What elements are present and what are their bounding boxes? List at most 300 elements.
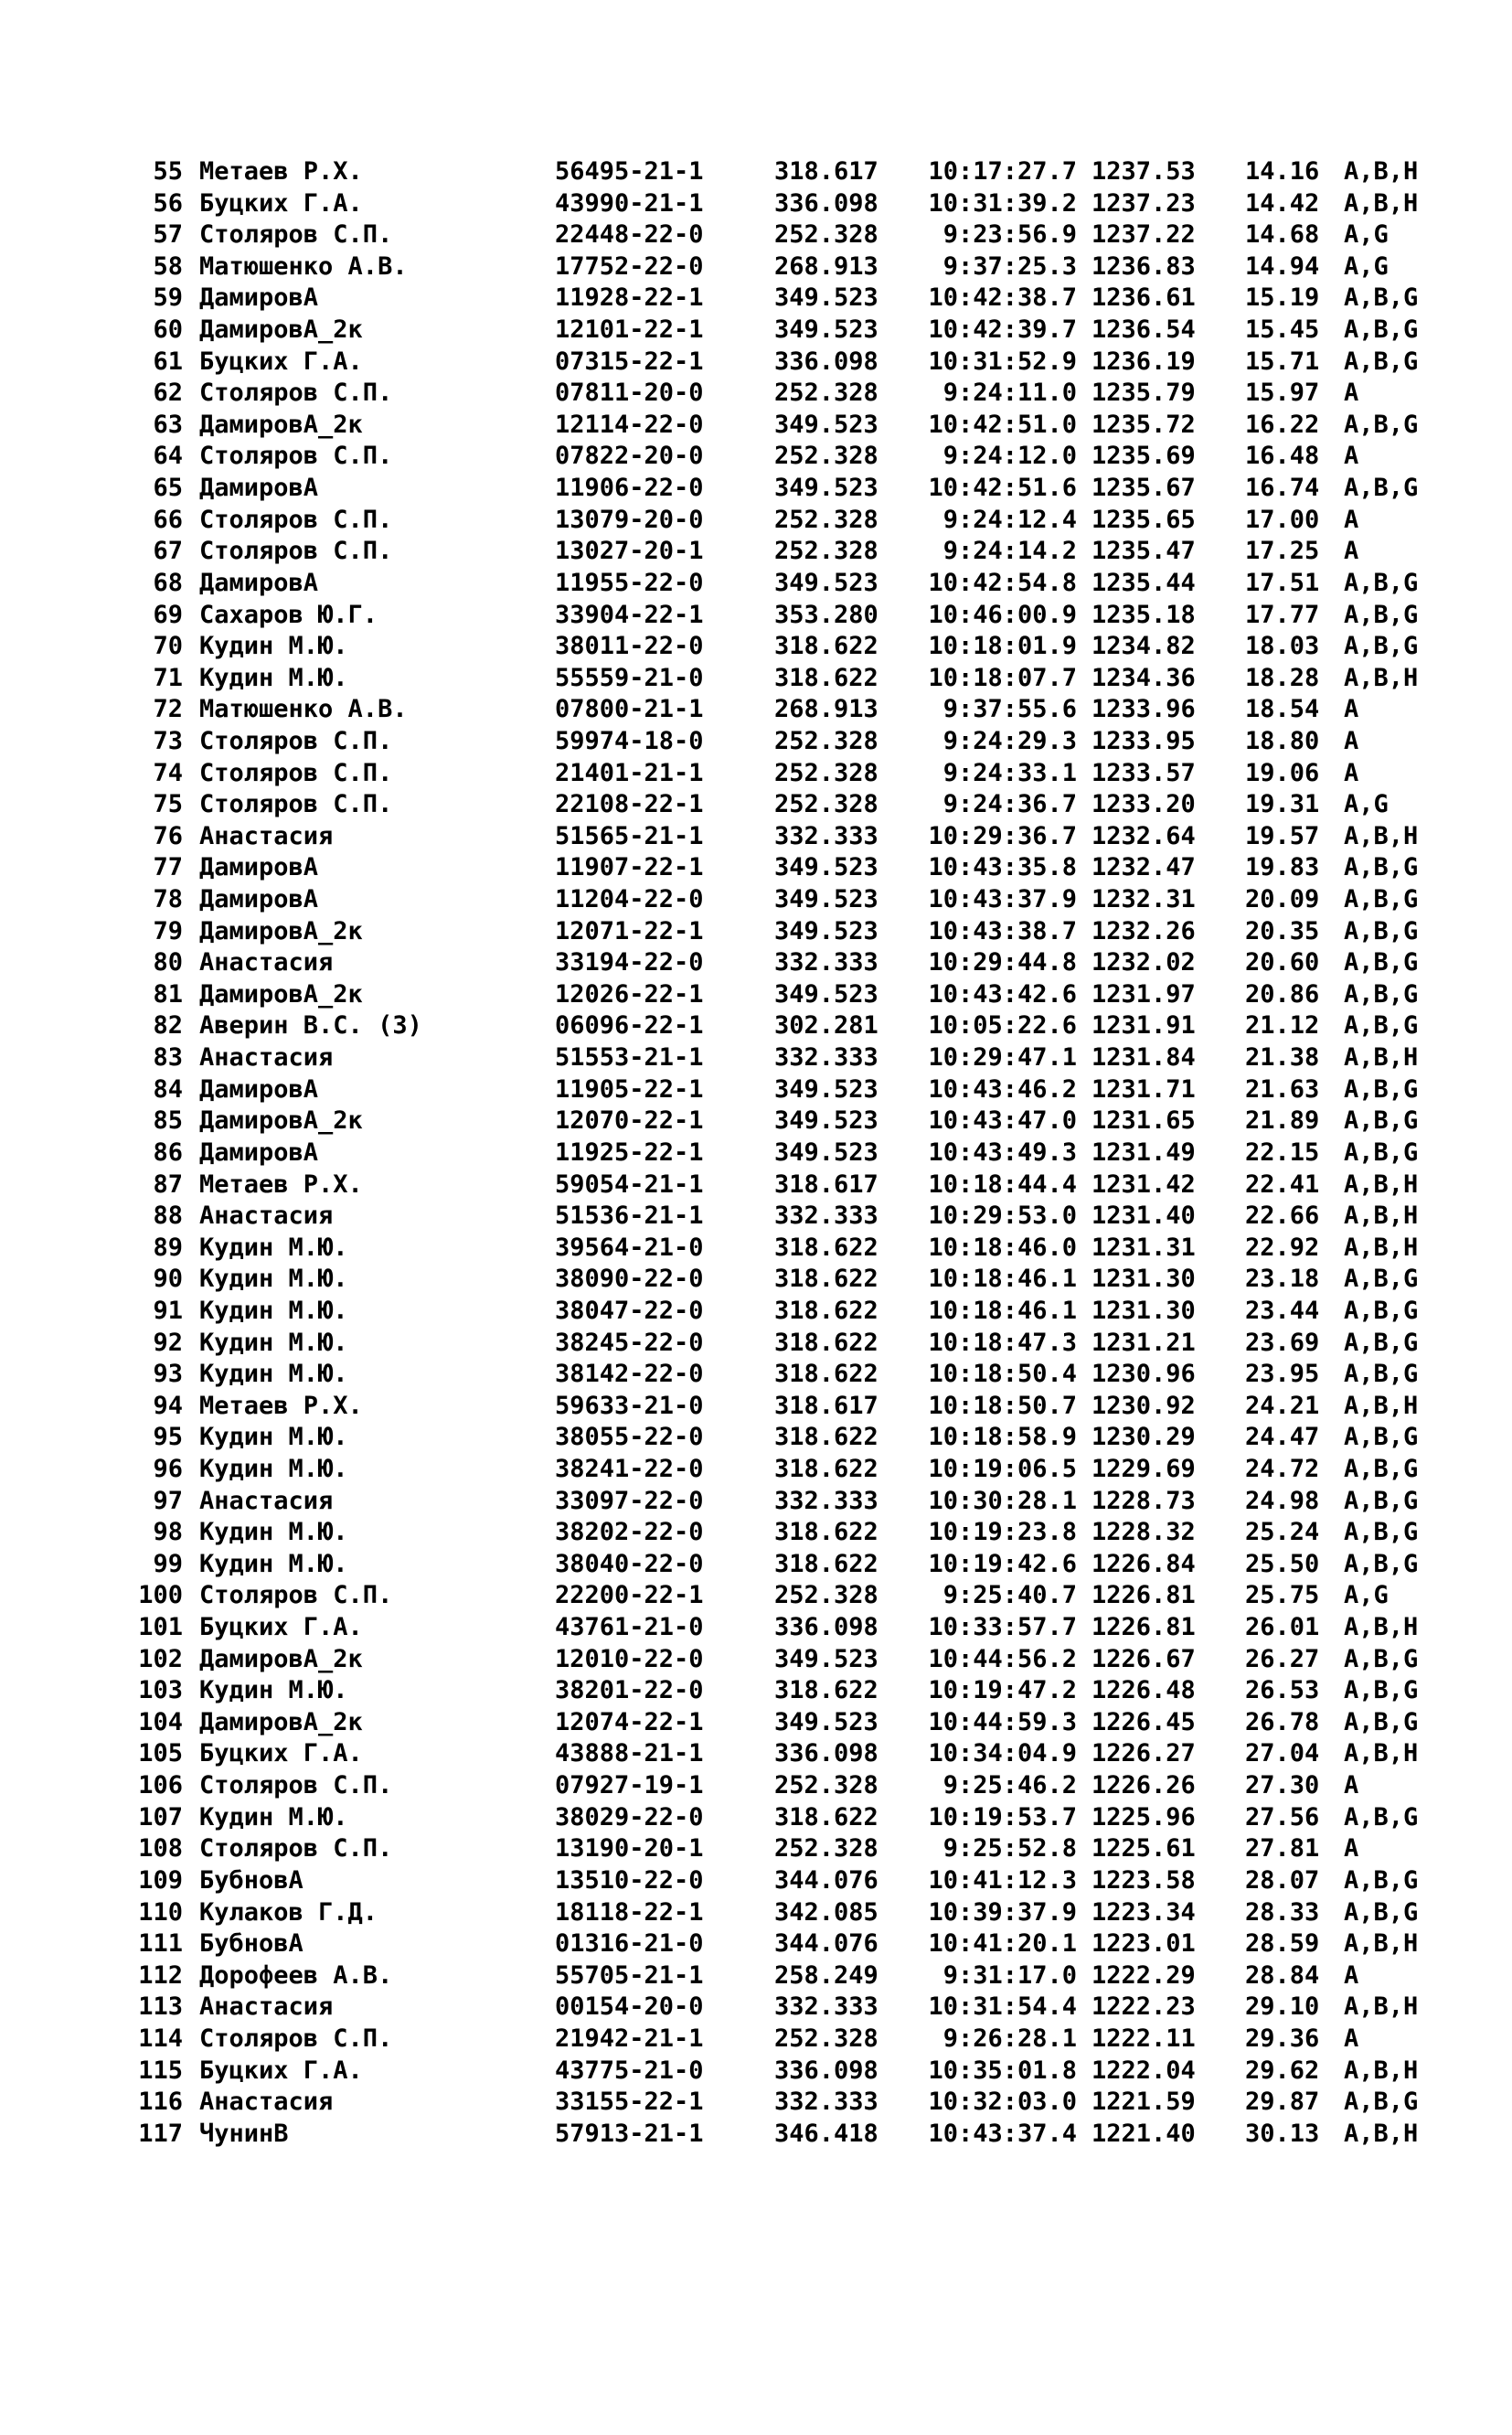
lag-value: 26.78 [1245,1707,1320,1736]
ring-number: 38201-22-0 [555,1676,704,1705]
result-row [0,1233,1512,1265]
arrival-time: 10:42:54.8 [928,568,1077,597]
result-row [0,441,1512,473]
participant-name: Сахаров Ю.Г. [199,600,378,629]
ring-number: 12071-22-1 [555,916,704,945]
distance-value: 252.328 [774,537,878,566]
participant-name: Кудин М.Ю. [199,1328,348,1357]
speed-value: 1233.96 [1091,695,1196,724]
distance-value: 318.622 [774,1423,878,1452]
category-flags: A [1344,1771,1359,1800]
ring-number: 43761-21-0 [555,1613,704,1642]
result-row [0,2056,1512,2088]
result-row [0,2024,1512,2056]
category-flags: A,B,G [1344,1454,1419,1483]
lag-value: 25.50 [1245,1549,1320,1578]
speed-value: 1222.23 [1091,1992,1196,2022]
lag-value: 24.98 [1245,1486,1320,1515]
category-flags: A,G [1344,790,1389,819]
result-row [0,1517,1512,1549]
category-flags: A,B,H [1344,1233,1419,1262]
distance-value: 252.328 [774,2024,878,2053]
speed-value: 1222.29 [1091,1960,1196,1990]
ring-number: 13079-20-0 [555,505,704,534]
category-flags: A,B,G [1344,979,1419,1009]
category-flags: A,B,G [1344,1423,1419,1452]
arrival-time: 10:41:20.1 [928,1929,1077,1959]
distance-value: 302.281 [774,1011,878,1041]
result-row [0,758,1512,790]
participant-name: Кудин М.Ю. [199,1454,348,1483]
distance-value: 349.523 [774,1137,878,1167]
place-number: 60 [153,315,183,345]
result-row [0,663,1512,695]
place-number: 82 [153,1011,183,1041]
lag-value: 26.27 [1245,1644,1320,1673]
distance-value: 346.418 [774,2119,878,2148]
participant-name: Буцких Г.А. [199,1739,363,1768]
result-row [0,1454,1512,1486]
category-flags: A,B,G [1344,948,1419,977]
category-flags: A,B,H [1344,1613,1419,1642]
distance-value: 349.523 [774,1074,878,1104]
distance-value: 268.913 [774,695,878,724]
category-flags: A,B,G [1344,1865,1419,1895]
ring-number: 21401-21-1 [555,758,704,787]
participant-name: ДамировА [199,568,319,597]
arrival-time: 10:29:53.0 [928,1201,1077,1231]
result-row [0,1833,1512,1865]
category-flags: A,B,G [1344,1676,1419,1705]
speed-value: 1231.97 [1091,979,1196,1009]
arrival-time: 10:29:44.8 [928,948,1077,977]
arrival-time: 10:42:51.6 [928,474,1077,503]
participant-name: Дорофеев А.В. [199,1960,393,1990]
participant-name: Кудин М.Ю. [199,1296,348,1325]
result-row [0,1738,1512,1770]
arrival-time: 10:18:07.7 [928,663,1077,692]
arrival-time: 10:42:39.7 [928,315,1077,345]
category-flags: A,B,H [1344,1391,1419,1420]
distance-value: 318.622 [774,1802,878,1832]
place-number: 92 [153,1328,183,1357]
category-flags: A,B,G [1344,1644,1419,1673]
distance-value: 252.328 [774,220,878,250]
arrival-time: 10:33:57.7 [928,1613,1077,1642]
place-number: 76 [153,821,183,850]
category-flags: A [1344,1960,1359,1990]
result-row [0,1580,1512,1612]
result-row [0,1612,1512,1644]
lag-value: 29.36 [1245,2024,1320,2053]
distance-value: 332.333 [774,1043,878,1073]
speed-value: 1231.31 [1091,1233,1196,1262]
ring-number: 33155-22-1 [555,2088,704,2117]
speed-value: 1235.44 [1091,568,1196,597]
distance-value: 336.098 [774,1613,878,1642]
place-number: 108 [138,1834,183,1864]
arrival-time: 10:43:38.7 [928,916,1077,945]
place-number: 70 [153,632,183,661]
arrival-time: 10:43:37.4 [928,2119,1077,2148]
arrival-time: 10:17:27.7 [928,157,1077,186]
distance-value: 332.333 [774,1201,878,1231]
arrival-time: 9:24:29.3 [942,726,1077,755]
category-flags: A,B,G [1344,1897,1419,1927]
arrival-time: 10:44:56.2 [928,1644,1077,1673]
ring-number: 33097-22-0 [555,1486,704,1515]
result-row [0,1074,1512,1106]
lag-value: 27.30 [1245,1771,1320,1800]
arrival-time: 9:37:25.3 [942,251,1077,281]
ring-number: 12101-22-1 [555,315,704,345]
place-number: 109 [138,1865,183,1895]
ring-number: 59974-18-0 [555,726,704,755]
lag-value: 27.04 [1245,1739,1320,1768]
distance-value: 344.076 [774,1865,878,1895]
speed-value: 1234.82 [1091,632,1196,661]
ring-number: 07927-19-1 [555,1771,704,1800]
lag-value: 20.60 [1245,948,1320,977]
place-number: 99 [153,1549,183,1578]
speed-value: 1226.27 [1091,1739,1196,1768]
lag-value: 21.89 [1245,1106,1320,1136]
lag-value: 24.21 [1245,1391,1320,1420]
distance-value: 252.328 [774,442,878,471]
distance-value: 252.328 [774,790,878,819]
lag-value: 17.00 [1245,505,1320,534]
participant-name: Буцких Г.А. [199,1613,363,1642]
speed-value: 1226.84 [1091,1549,1196,1578]
result-row [0,505,1512,537]
ring-number: 11907-22-1 [555,853,704,882]
speed-value: 1231.49 [1091,1137,1196,1167]
participant-name: Столяров С.П. [199,537,393,566]
category-flags: A [1344,537,1359,566]
lag-value: 22.41 [1245,1169,1320,1199]
distance-value: 318.622 [774,1233,878,1262]
category-flags: A,B,G [1344,916,1419,945]
speed-value: 1232.64 [1091,821,1196,850]
ring-number: 59633-21-0 [555,1391,704,1420]
distance-value: 336.098 [774,188,878,218]
arrival-time: 10:35:01.8 [928,2056,1077,2085]
category-flags: A [1344,2024,1359,2053]
distance-value: 349.523 [774,979,878,1009]
participant-name: Буцких Г.А. [199,347,363,376]
lag-value: 23.44 [1245,1296,1320,1325]
result-row [0,1865,1512,1897]
distance-value: 268.913 [774,251,878,281]
lag-value: 19.06 [1245,758,1320,787]
speed-value: 1231.40 [1091,1201,1196,1231]
place-number: 63 [153,410,183,439]
category-flags: A,B,H [1344,1929,1419,1959]
ring-number: 38040-22-0 [555,1549,704,1578]
place-number: 58 [153,251,183,281]
result-row [0,1264,1512,1296]
result-row [0,1169,1512,1201]
result-row [0,378,1512,410]
lag-value: 27.56 [1245,1802,1320,1832]
participant-name: Матюшенко А.В. [199,695,408,724]
lag-value: 23.69 [1245,1328,1320,1357]
result-row [0,694,1512,726]
arrival-time: 9:31:17.0 [942,1960,1077,1990]
participant-name: Столяров С.П. [199,505,393,534]
distance-value: 258.249 [774,1960,878,1990]
lag-value: 14.16 [1245,157,1320,186]
result-row [0,916,1512,948]
participant-name: Кудин М.Ю. [199,632,348,661]
distance-value: 252.328 [774,1581,878,1610]
result-row [0,1770,1512,1802]
speed-value: 1235.79 [1091,379,1196,408]
arrival-time: 9:37:55.6 [942,695,1077,724]
arrival-time: 10:43:37.9 [928,885,1077,914]
ring-number: 38047-22-0 [555,1296,704,1325]
result-row [0,1897,1512,1929]
distance-value: 336.098 [774,347,878,376]
ring-number: 07822-20-0 [555,442,704,471]
place-number: 73 [153,726,183,755]
distance-value: 349.523 [774,283,878,313]
result-row [0,1296,1512,1328]
lag-value: 20.35 [1245,916,1320,945]
result-row [0,1328,1512,1360]
participant-name: Анастасия [199,948,334,977]
category-flags: A,B,G [1344,315,1419,345]
speed-value: 1221.40 [1091,2119,1196,2148]
ring-number: 06096-22-1 [555,1011,704,1041]
lag-value: 15.19 [1245,283,1320,313]
place-number: 96 [153,1454,183,1483]
participant-name: Анастасия [199,1043,334,1073]
lag-value: 16.48 [1245,442,1320,471]
participant-name: Столяров С.П. [199,758,393,787]
ring-number: 07315-22-1 [555,347,704,376]
distance-value: 318.622 [774,1454,878,1483]
lag-value: 19.57 [1245,821,1320,850]
ring-number: 12114-22-0 [555,410,704,439]
ring-number: 11955-22-0 [555,568,704,597]
place-number: 112 [138,1960,183,1990]
lag-value: 28.33 [1245,1897,1320,1927]
lag-value: 14.94 [1245,251,1320,281]
place-number: 86 [153,1137,183,1167]
distance-value: 332.333 [774,948,878,977]
distance-value: 349.523 [774,410,878,439]
speed-value: 1235.65 [1091,505,1196,534]
participant-name: ДамировА [199,1074,319,1104]
speed-value: 1222.11 [1091,2024,1196,2053]
speed-value: 1237.23 [1091,188,1196,218]
category-flags: A,B,G [1344,1011,1419,1041]
distance-value: 252.328 [774,726,878,755]
place-number: 104 [138,1707,183,1736]
participant-name: ДамировА_2к [199,315,363,345]
distance-value: 252.328 [774,1834,878,1864]
speed-value: 1230.92 [1091,1391,1196,1420]
category-flags: A [1344,695,1359,724]
speed-value: 1232.47 [1091,853,1196,882]
speed-value: 1226.67 [1091,1644,1196,1673]
result-row [0,410,1512,442]
result-row [0,789,1512,821]
place-number: 62 [153,379,183,408]
place-number: 84 [153,1074,183,1104]
speed-value: 1231.21 [1091,1328,1196,1357]
category-flags: A,B,H [1344,663,1419,692]
speed-value: 1223.01 [1091,1929,1196,1959]
participant-name: Кулаков Г.Д. [199,1897,378,1927]
arrival-time: 10:18:44.4 [928,1169,1077,1199]
participant-name: Анастасия [199,2088,334,2117]
speed-value: 1223.34 [1091,1897,1196,1927]
lag-value: 18.54 [1245,695,1320,724]
place-number: 61 [153,347,183,376]
lag-value: 25.75 [1245,1581,1320,1610]
place-number: 116 [138,2088,183,2117]
result-row [0,852,1512,884]
speed-value: 1228.73 [1091,1486,1196,1515]
distance-value: 318.622 [774,1518,878,1547]
lag-value: 16.22 [1245,410,1320,439]
place-number: 78 [153,885,183,914]
arrival-time: 9:25:40.7 [942,1581,1077,1610]
lag-value: 29.10 [1245,1992,1320,2022]
ring-number: 38029-22-0 [555,1802,704,1832]
participant-name: Столяров С.П. [199,790,393,819]
result-row [0,1105,1512,1137]
lag-value: 20.86 [1245,979,1320,1009]
category-flags: A,B,H [1344,2119,1419,2148]
speed-value: 1225.96 [1091,1802,1196,1832]
distance-value: 318.622 [774,1265,878,1294]
category-flags: A,B,H [1344,821,1419,850]
participant-name: Кудин М.Ю. [199,1233,348,1262]
participant-name: ДамировА_2к [199,410,363,439]
speed-value: 1226.26 [1091,1771,1196,1800]
result-row [0,1010,1512,1042]
lag-value: 21.38 [1245,1043,1320,1073]
place-number: 72 [153,695,183,724]
place-number: 69 [153,600,183,629]
speed-value: 1233.57 [1091,758,1196,787]
speed-value: 1235.67 [1091,474,1196,503]
category-flags: A,B,H [1344,1169,1419,1199]
distance-value: 336.098 [774,2056,878,2085]
lag-value: 15.45 [1245,315,1320,345]
participant-name: Кудин М.Ю. [199,1360,348,1389]
lag-value: 22.15 [1245,1137,1320,1167]
category-flags: A,B,G [1344,1549,1419,1578]
participant-name: Кудин М.Ю. [199,1549,348,1578]
place-number: 83 [153,1043,183,1073]
ring-number: 59054-21-1 [555,1169,704,1199]
category-flags: A,B,G [1344,568,1419,597]
result-row [0,1201,1512,1233]
category-flags: A,B,H [1344,2056,1419,2085]
participant-name: Буцких Г.А. [199,2056,363,2085]
result-row [0,1802,1512,1834]
arrival-time: 10:18:50.7 [928,1391,1077,1420]
arrival-time: 10:19:47.2 [928,1676,1077,1705]
lag-value: 29.62 [1245,2056,1320,2085]
lag-value: 23.18 [1245,1265,1320,1294]
place-number: 67 [153,537,183,566]
category-flags: A,B,G [1344,410,1419,439]
result-row [0,600,1512,632]
distance-value: 349.523 [774,885,878,914]
participant-name: Аверин В.С. (З) [199,1011,422,1041]
place-number: 97 [153,1486,183,1515]
arrival-time: 10:19:42.6 [928,1549,1077,1578]
arrival-time: 10:31:54.4 [928,1992,1077,2022]
category-flags: A,B,H [1344,157,1419,186]
participant-name: ДамировА [199,1137,319,1167]
lag-value: 26.53 [1245,1676,1320,1705]
distance-value: 349.523 [774,1106,878,1136]
distance-value: 318.622 [774,663,878,692]
arrival-time: 9:24:12.4 [942,505,1077,534]
participant-name: Анастасия [199,1992,334,2022]
ring-number: 51536-21-1 [555,1201,704,1231]
speed-value: 1226.48 [1091,1676,1196,1705]
arrival-time: 10:43:46.2 [928,1074,1077,1104]
ring-number: 33904-22-1 [555,600,704,629]
place-number: 113 [138,1992,183,2022]
place-number: 105 [138,1739,183,1768]
arrival-time: 10:18:47.3 [928,1328,1077,1357]
result-row [0,1707,1512,1739]
category-flags: A [1344,379,1359,408]
distance-value: 318.622 [774,1549,878,1578]
speed-value: 1231.42 [1091,1169,1196,1199]
ring-number: 38142-22-0 [555,1360,704,1389]
participant-name: Столяров С.П. [199,2024,393,2053]
result-row [0,631,1512,663]
speed-value: 1231.71 [1091,1074,1196,1104]
participant-name: Анастасия [199,821,334,850]
distance-value: 332.333 [774,2088,878,2117]
participant-name: Метаев Р.Х. [199,157,363,186]
place-number: 77 [153,853,183,882]
category-flags: A,B,G [1344,1486,1419,1515]
place-number: 95 [153,1423,183,1452]
result-row [0,821,1512,853]
result-row [0,536,1512,568]
category-flags: A [1344,442,1359,471]
lag-value: 24.47 [1245,1423,1320,1452]
participant-name: Буцких Г.А. [199,188,363,218]
speed-value: 1234.36 [1091,663,1196,692]
participant-name: ДамировА_2к [199,1707,363,1736]
category-flags: A,G [1344,220,1389,250]
place-number: 59 [153,283,183,313]
ring-number: 11906-22-0 [555,474,704,503]
result-row [0,1992,1512,2024]
speed-value: 1236.19 [1091,347,1196,376]
participant-name: Кудин М.Ю. [199,1802,348,1832]
category-flags: A,B,H [1344,188,1419,218]
distance-value: 336.098 [774,1739,878,1768]
arrival-time: 9:24:33.1 [942,758,1077,787]
ring-number: 18118-22-1 [555,1897,704,1927]
place-number: 115 [138,2056,183,2085]
ring-number: 43888-21-1 [555,1739,704,1768]
arrival-time: 10:18:50.4 [928,1360,1077,1389]
